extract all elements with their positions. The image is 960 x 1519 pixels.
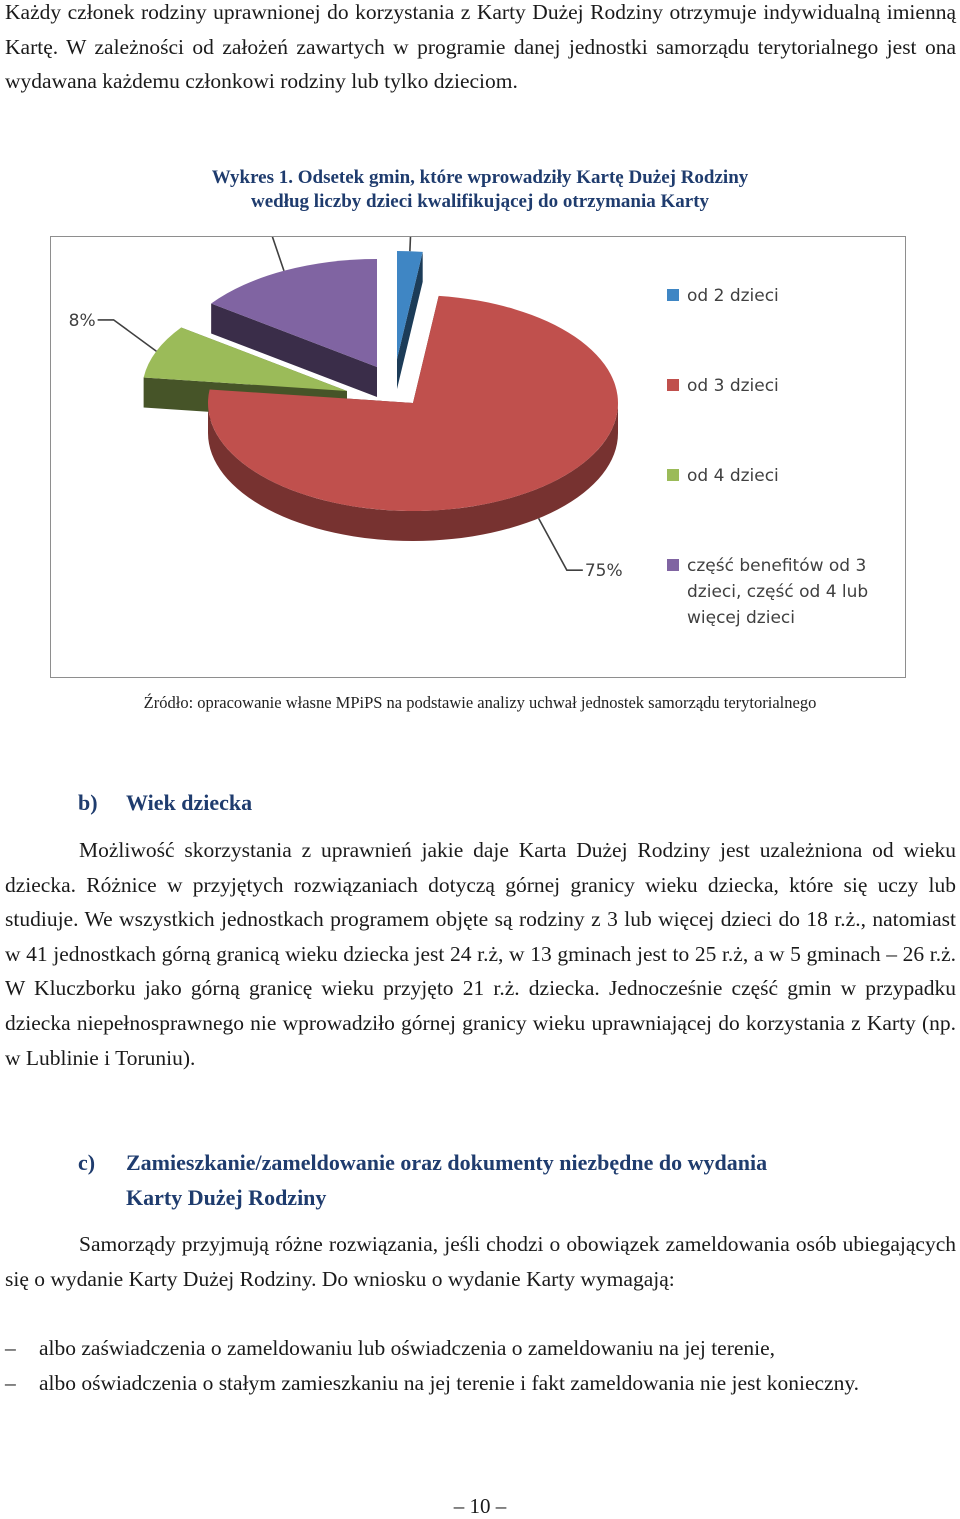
legend-swatch — [667, 559, 679, 571]
legend-swatch — [667, 289, 679, 301]
section-c-title-line1: Zamieszkanie/zameldowanie oraz dokumenty niezbędne do wydania — [126, 1150, 768, 1175]
section-c-paragraph: Samorządy przyjmują różne rozwiązania, jeśli chodzi o obowiązek zameldowania osób ubiegających się o wydanie Karty Dużej Rodziny. Do wniosku o wydanie Karty wymagają: — [5, 1232, 956, 1291]
section-c-letter: c) — [78, 1150, 96, 1175]
section-c-title-line2: Karty Dużej Rodziny — [126, 1185, 327, 1210]
legend-label: od 2 dzieci — [687, 286, 779, 306]
figure-caption-line2: według liczby dzieci kwalifikującej do otrzymania Karty — [250, 191, 710, 212]
pie-leader-line — [98, 320, 157, 351]
figure-caption-line1: Wykres 1. Odsetek gmin, które wprowadziły Kartę Dużej Rodziny — [211, 167, 749, 188]
bullet-dash: – — [5, 1371, 16, 1395]
section-b-title: Wiek dziecka — [126, 790, 253, 815]
pie-leader-line — [410, 237, 429, 251]
pie-data-label: 8% — [68, 310, 96, 331]
pie-data-label: 75% — [584, 561, 623, 582]
bullet-text: albo zaświadczenia o zameldowaniu lub oświadczenia o zameldowaniu na jej terenie, — [39, 1336, 776, 1360]
legend-label: od 4 dzieci — [687, 466, 779, 486]
legend-label: dzieci, część od 4 lub — [687, 582, 869, 602]
page-number: – 10 – — [453, 1494, 507, 1518]
legend-swatch — [667, 379, 679, 391]
section-b-heading — [78, 785, 252, 820]
section-c-heading — [78, 1145, 768, 1210]
legend-swatch — [667, 469, 679, 481]
pie-chart — [51, 237, 905, 677]
legend-label: więcej dzieci — [687, 608, 795, 628]
bullet-text: albo oświadczenia o stałym zamieszkaniu na jej terenie i fakt zameldowania nie jest konieczny. — [39, 1371, 860, 1395]
section-b-letter: b) — [78, 790, 98, 815]
pie-leader-line — [247, 237, 284, 271]
pie-slice — [397, 251, 423, 359]
bullet-item — [5, 1331, 956, 1366]
legend-label: od 3 dzieci — [687, 376, 779, 396]
pie-chart-frame — [50, 236, 906, 678]
section-b-paragraph: Możliwość skorzystania z uprawnień jakie daje Karta Dużej Rodziny jest uzależniona od wieku dziecka. Różnice w przyjętych rozwiązaniach dotyczą górnej granicy wieku dziecka, które się uczy lub studiuje. We wszystkich jednostkach programem objęte są rodziny z 3 lub więcej dzieci do 18 r.ż., natomiast w 41 jednostkach górną granicą wieku dziecka jest 24 r.ż, w 13 gminach jest to 25 r.ż, a w 5 gminach – 26 r.ż. W Kluczborku jako górną granicę wieku przyjęto 21 r.ż. dziecka. Jednocześnie część gmin w przypadku dziecka niepełnosprawnego nie wprowadziło górnej granicy wieku uprawniającej do korzystania z Karty (np. w Lublinie i Toruniu). — [5, 838, 956, 1070]
pie-leader-line — [539, 518, 583, 570]
bullet-item — [5, 1366, 956, 1401]
intro-paragraph: Każdy członek rodziny uprawnionej do korzystania z Karty Dużej Rodziny otrzymuje indywidualną imienną Kartę. W zależności od założeń zawartych w programie danej jednostki samorządu terytorialnego jest ona wydawana każdemu członkowi rodziny lub tylko dzieciom. — [5, 0, 956, 94]
figure-source: Źródło: opracowanie własne MPiPS na podstawie analizy uchwał jednostek samorządu terytorialnego — [143, 693, 817, 712]
bullet-dash: – — [5, 1336, 16, 1360]
legend-label: część benefitów od 3 — [687, 556, 867, 576]
